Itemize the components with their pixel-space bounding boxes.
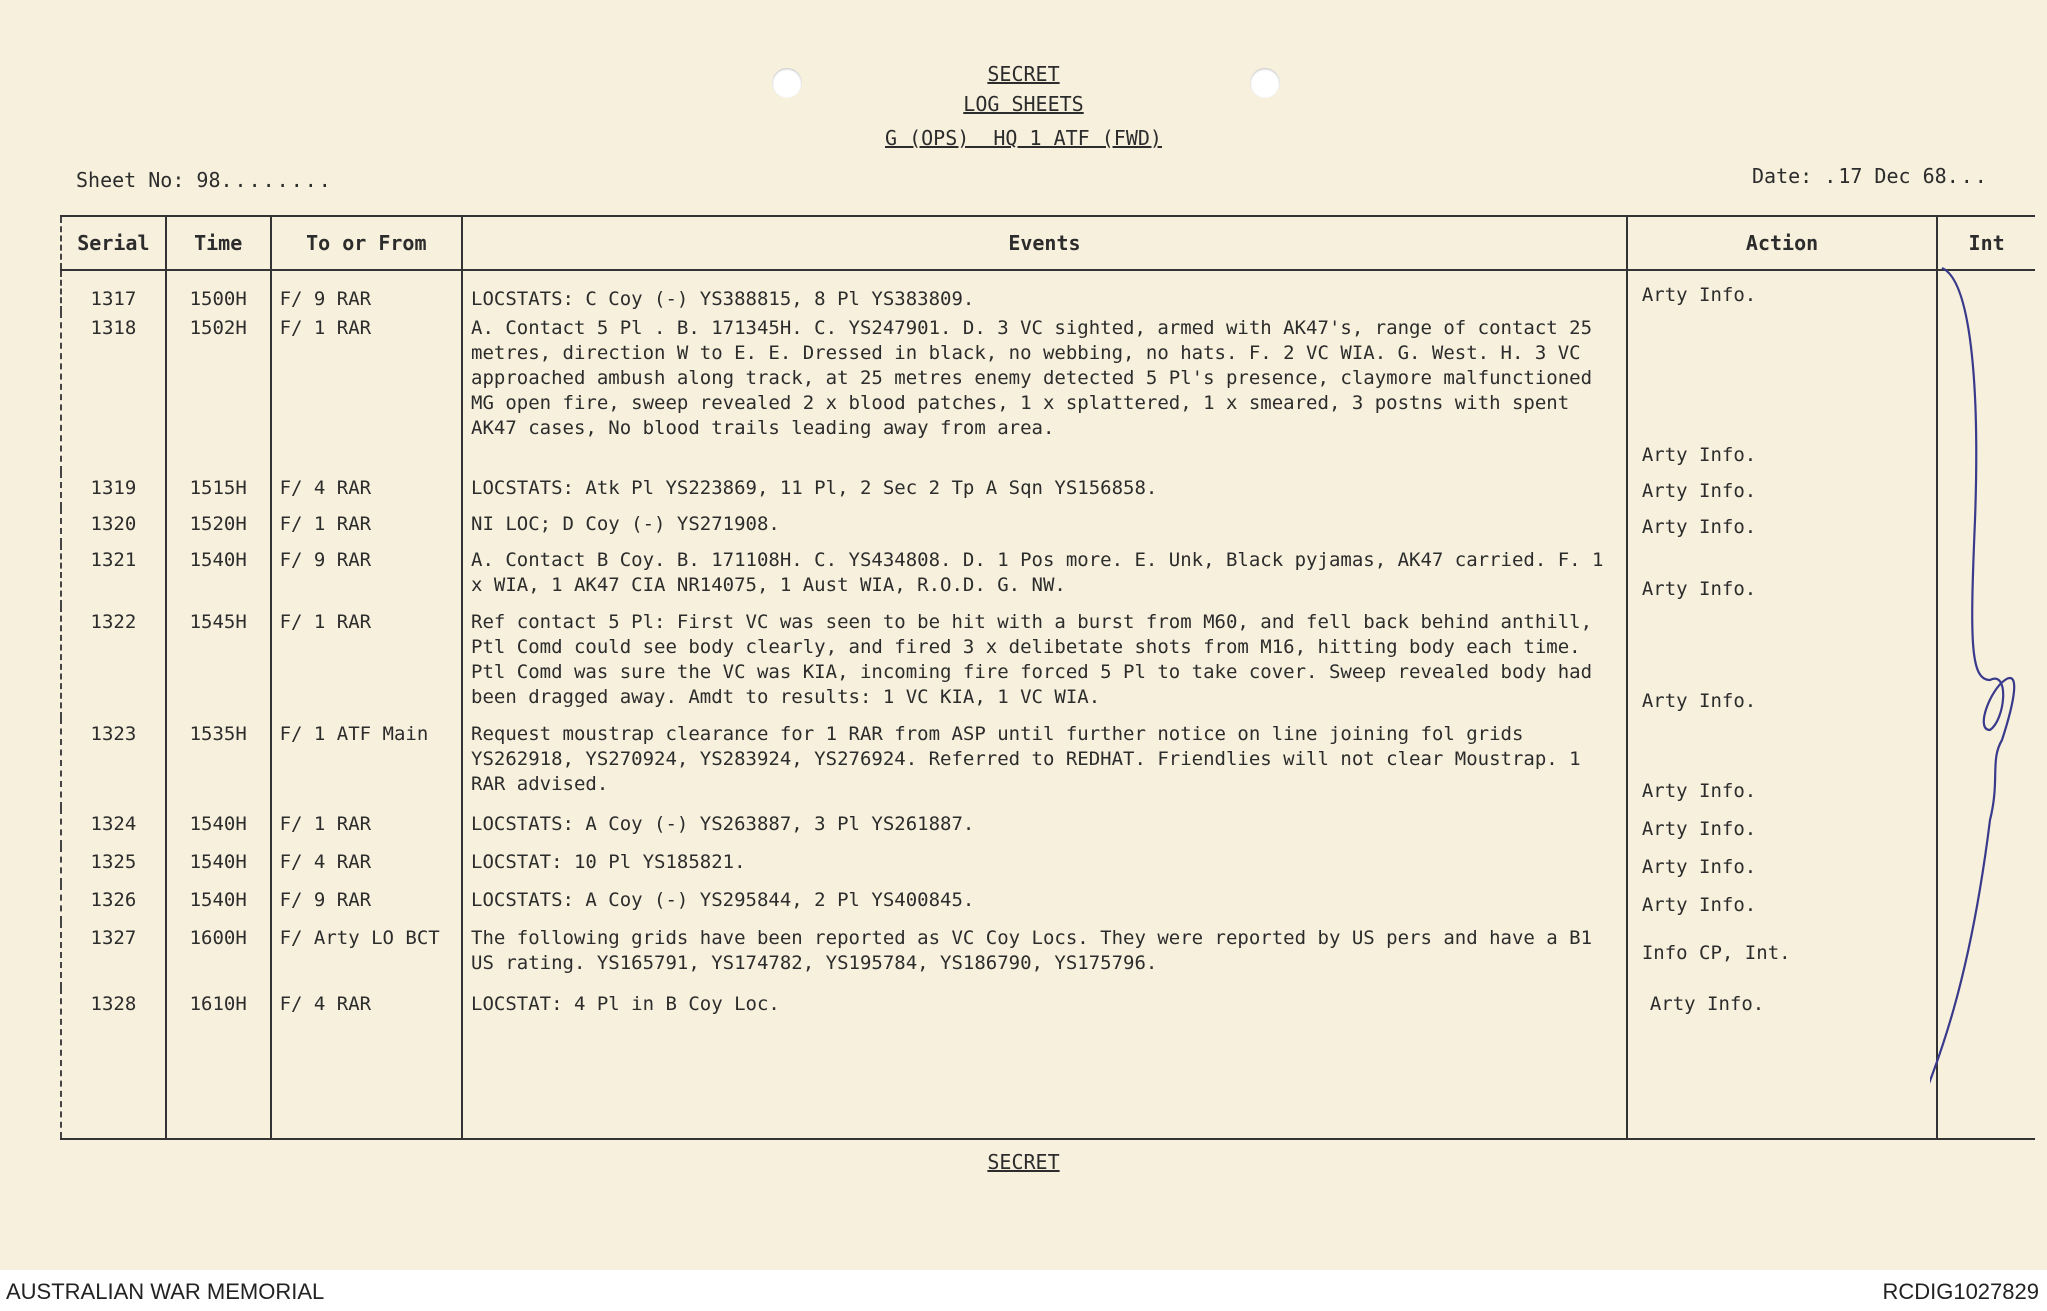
col-events: Events bbox=[462, 216, 1627, 270]
row-serial: 1326 bbox=[61, 884, 166, 922]
row-action: Arty Info. bbox=[1641, 856, 1757, 878]
row-serial: 1323 bbox=[61, 718, 166, 808]
row-time: 1500H bbox=[166, 270, 271, 312]
row-to-from: F/ 4 RAR bbox=[271, 846, 462, 884]
log-row bbox=[61, 270, 2035, 312]
row-time: 1540H bbox=[166, 884, 271, 922]
row-action-cell bbox=[1627, 312, 1937, 472]
row-action-cell bbox=[1627, 884, 1937, 922]
row-to-from: F/ 9 RAR bbox=[271, 544, 462, 606]
row-action-cell bbox=[1627, 544, 1937, 606]
row-action: Arty Info. bbox=[1641, 444, 1757, 466]
handwritten-bracket-mark bbox=[1930, 260, 2040, 1140]
col-action: Action bbox=[1627, 216, 1937, 270]
row-action-cell bbox=[1627, 922, 1937, 988]
row-time: 1540H bbox=[166, 544, 271, 606]
row-to-from: F/ 4 RAR bbox=[271, 472, 462, 508]
log-row bbox=[61, 922, 2035, 988]
row-time: 1515H bbox=[166, 472, 271, 508]
log-date: Date: .17 Dec 68... bbox=[1752, 164, 1989, 188]
row-events: NI LOC; D Coy (-) YS271908. bbox=[462, 508, 1627, 544]
row-action-cell bbox=[1627, 846, 1937, 884]
log-row bbox=[61, 718, 2035, 808]
sheet-number: Sheet No: 98........ bbox=[76, 168, 333, 192]
row-events: A. Contact B Coy. B. 171108H. C. YS434808. D. 1 Pos more. E. Unk, Black pyjamas, AK47 carried. F. 1 x WIA, 1 AK47 CIA NR14075, 1 Aust WIA, R.O.D. G. NW. bbox=[462, 544, 1627, 606]
row-to-from: F/ 4 RAR bbox=[271, 988, 462, 1139]
row-action: Info CP, Int. bbox=[1641, 942, 1791, 964]
row-to-from: F/ 1 RAR bbox=[271, 606, 462, 718]
row-action: Arty Info. bbox=[1641, 894, 1757, 916]
row-events: LOCSTATS: Atk Pl YS223869, 11 Pl, 2 Sec 2 Tp A Sqn YS156858. bbox=[462, 472, 1627, 508]
date-label: Date: bbox=[1752, 164, 1813, 188]
row-time: 1545H bbox=[166, 606, 271, 718]
row-serial: 1317 bbox=[61, 270, 166, 312]
col-to-or-from: To or From bbox=[271, 216, 462, 270]
date-value: 17 Dec 68 bbox=[1838, 164, 1947, 188]
row-events: Request moustrap clearance for 1 RAR from ASP until further notice on line joining fol grids YS262918, YS270924, YS283924, YS276924. Referred to REDHAT. Friendlies will not clear Moustrap. 1 RAR advised. bbox=[462, 718, 1627, 808]
row-events: LOCSTATS: C Coy (-) YS388815, 8 Pl YS383809. bbox=[462, 270, 1627, 312]
row-action-cell bbox=[1627, 718, 1937, 808]
row-time: 1535H bbox=[166, 718, 271, 808]
log-row bbox=[61, 312, 2035, 472]
row-serial: 1324 bbox=[61, 808, 166, 846]
row-to-from: F/ 1 ATF Main bbox=[271, 718, 462, 808]
row-action-cell bbox=[1627, 270, 1937, 312]
row-serial: 1328 bbox=[61, 988, 166, 1139]
log-row bbox=[61, 472, 2035, 508]
row-time: 1610H bbox=[166, 988, 271, 1139]
row-action: Arty Info. bbox=[1627, 988, 1937, 1139]
log-row bbox=[61, 988, 2035, 1139]
row-events: LOCSTAT: 4 Pl in B Coy Loc. bbox=[462, 988, 1627, 1139]
row-serial: 1320 bbox=[61, 508, 166, 544]
row-serial: 1321 bbox=[61, 544, 166, 606]
row-time: 1520H bbox=[166, 508, 271, 544]
row-events: The following grids have been reported as VC Coy Locs. They were reported by US pers and have a B1 US rating. YS165791, YS174782, YS195784, YS186790, YS175796. bbox=[462, 922, 1627, 988]
row-to-from: F/ 1 RAR bbox=[271, 808, 462, 846]
row-events: LOCSTATS: A Coy (-) YS295844, 2 Pl YS400845. bbox=[462, 884, 1627, 922]
log-row bbox=[61, 808, 2035, 846]
log-row bbox=[61, 884, 2035, 922]
header-unit: G (OPS) HQ 1 ATF (FWD) bbox=[885, 126, 1162, 150]
log-row bbox=[61, 508, 2035, 544]
row-to-from: F/ Arty LO BCT bbox=[271, 922, 462, 988]
header-classification: SECRET bbox=[987, 62, 1060, 86]
row-serial: 1325 bbox=[61, 846, 166, 884]
row-serial: 1322 bbox=[61, 606, 166, 718]
header-title: LOG SHEETS bbox=[963, 92, 1084, 116]
row-time: 1540H bbox=[166, 846, 271, 884]
col-time: Time bbox=[166, 216, 271, 270]
log-row bbox=[61, 544, 2035, 606]
row-action-cell bbox=[1627, 508, 1937, 544]
row-action: Arty Info. bbox=[1641, 780, 1757, 802]
row-action-cell bbox=[1627, 472, 1937, 508]
col-int: Int bbox=[1937, 216, 2035, 270]
footer-classification: SECRET bbox=[987, 1150, 1060, 1174]
row-action: Arty Info. bbox=[1641, 516, 1757, 538]
row-events: Ref contact 5 Pl: First VC was seen to be hit with a burst from M60, and fell back behind anthill, Ptl Comd could see body clearly, and fired 3 x delibetate shots from M16, hitting body each time. Ptl Comd was sure the VC was KIA, incoming fire forced 5 Pl to take cover. Sweep revealed body had been dragged away. Amdt to results: 1 VC KIA, 1 VC WIA. bbox=[462, 606, 1627, 718]
row-action: Arty Info. bbox=[1641, 690, 1757, 712]
row-time: 1600H bbox=[166, 922, 271, 988]
row-time: 1502H bbox=[166, 312, 271, 472]
row-action: Arty Info. bbox=[1641, 818, 1757, 840]
log-table-header bbox=[61, 216, 2035, 270]
row-action: Arty Info. bbox=[1641, 480, 1757, 502]
row-to-from: F/ 9 RAR bbox=[271, 884, 462, 922]
row-action-cell bbox=[1627, 606, 1937, 718]
row-events: LOCSTAT: 10 Pl YS185821. bbox=[462, 846, 1627, 884]
sheet-number-value: 98 bbox=[196, 168, 221, 192]
row-to-from: F/ 1 RAR bbox=[271, 312, 462, 472]
log-row bbox=[61, 846, 2035, 884]
row-serial: 1319 bbox=[61, 472, 166, 508]
col-serial: Serial bbox=[61, 216, 166, 270]
row-events: A. Contact 5 Pl . B. 171345H. C. YS247901. D. 3 VC sighted, armed with AK47's, range of contact 25 metres, direction W to E. E. Dressed in black, no webbing, no hats. F. 2 VC WIA. G. West. H. 3 VC approached ambush along track, at 25 metres enemy detected 5 Pl's presence, claymore malfunctioned MG open fire, sweep revealed 2 x blood patches, 1 x splattered, 1 x smeared, 3 postns with spent AK47 cases, No blood trails leading away from area. bbox=[462, 312, 1627, 472]
row-events: LOCSTATS: A Coy (-) YS263887, 3 Pl YS261887. bbox=[462, 808, 1627, 846]
archive-caption-left: AUSTRALIAN WAR MEMORIAL bbox=[6, 1279, 325, 1304]
row-action: Arty Info. bbox=[1641, 284, 1757, 306]
row-time: 1540H bbox=[166, 808, 271, 846]
row-action-cell bbox=[1627, 808, 1937, 846]
sheet-number-label: Sheet No: bbox=[76, 168, 185, 192]
log-table bbox=[60, 215, 2035, 1140]
row-serial: 1327 bbox=[61, 922, 166, 988]
row-serial: 1318 bbox=[61, 312, 166, 472]
row-to-from: F/ 1 RAR bbox=[271, 508, 462, 544]
archive-caption-right: RCDIG1027829 bbox=[1882, 1279, 2039, 1304]
log-row bbox=[61, 606, 2035, 718]
row-action: Arty Info. bbox=[1641, 578, 1757, 600]
row-to-from: F/ 9 RAR bbox=[271, 270, 462, 312]
